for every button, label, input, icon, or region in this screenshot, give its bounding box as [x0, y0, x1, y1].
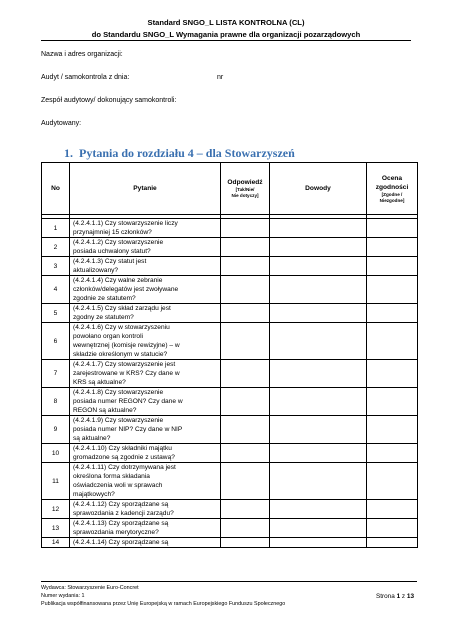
- row-number: 6: [42, 323, 70, 360]
- footer-funding: Publikacja współfinansowana przez Unię Europejską w ramach Europejskiego Funduszu Społecznego: [41, 601, 286, 607]
- evidence-cell[interactable]: [270, 444, 367, 463]
- question-line: REGON są aktualne?: [73, 407, 137, 414]
- section-title: Pytania do rozdziału 4 – dla Stowarzyszeń: [79, 146, 295, 160]
- question-cell: [70, 538, 221, 548]
- question-line: posiada uchwalony statut?: [73, 248, 151, 255]
- answer-cell[interactable]: [221, 323, 270, 360]
- table-row: [42, 304, 418, 323]
- rating-cell[interactable]: [367, 276, 418, 304]
- table-row: [42, 238, 418, 257]
- answer-cell[interactable]: [221, 444, 270, 463]
- table-row: [42, 388, 418, 416]
- question-cell: [70, 323, 221, 360]
- row-number: 4: [42, 276, 70, 304]
- answer-cell[interactable]: [221, 360, 270, 388]
- row-number: 2: [42, 238, 70, 257]
- rating-cell[interactable]: [367, 519, 418, 538]
- answer-cell[interactable]: [221, 463, 270, 500]
- row-number: 1: [42, 219, 70, 238]
- question-line: powołano organ kontroli: [73, 333, 144, 340]
- row-number: 13: [42, 519, 70, 538]
- question-line: aktualizowany?: [73, 267, 119, 274]
- section-number: 1.: [64, 146, 73, 160]
- question-cell: [70, 238, 221, 257]
- footer-publisher: Wydawca: Stowarzyszenie Euro-Concret: [41, 585, 139, 591]
- table-row: [42, 416, 418, 444]
- question-line: składzie określonym w statucie?: [73, 351, 168, 358]
- question-line: (4.2.4.1.12) Czy sporządzane są: [73, 501, 169, 508]
- row-number: 7: [42, 360, 70, 388]
- evidence-cell[interactable]: [270, 323, 367, 360]
- answer-cell[interactable]: [221, 519, 270, 538]
- evidence-cell[interactable]: [270, 519, 367, 538]
- rating-cell[interactable]: [367, 500, 418, 519]
- footer-divider: [41, 581, 417, 582]
- document-title: Standard SNGO_L LISTA KONTROLNA (CL): [147, 18, 305, 27]
- question-line: gromadzone są zgodnie z ustawą?: [73, 454, 175, 461]
- row-number: 3: [42, 257, 70, 276]
- question-line: zgodnie ze statutem?: [73, 295, 136, 302]
- footer-edition: Numer wydania: 1: [41, 593, 85, 599]
- row-number: 12: [42, 500, 70, 519]
- table-row: [42, 257, 418, 276]
- answer-cell[interactable]: [221, 304, 270, 323]
- question-line: członków/delegatów jest zwoływane: [73, 286, 179, 293]
- page-number: Strona 1 z 13: [375, 593, 414, 600]
- evidence-cell[interactable]: [270, 500, 367, 519]
- evidence-cell[interactable]: [270, 238, 367, 257]
- question-line: (4.2.4.1.5) Czy skład zarządu jest: [73, 305, 171, 312]
- question-line: oświadczenia woli w sprawach: [73, 482, 163, 489]
- rating-cell[interactable]: [367, 304, 418, 323]
- question-line: posiada numer REGON? Czy dane w: [73, 398, 183, 405]
- question-cell: [70, 500, 221, 519]
- audit-nr-label: nr: [217, 74, 224, 81]
- checklist-table: [41, 162, 418, 548]
- question-cell: [70, 219, 221, 238]
- rating-cell[interactable]: [367, 257, 418, 276]
- question-line: posiada numer NIP? Czy dane w NIP: [73, 426, 183, 433]
- rating-cell[interactable]: [367, 416, 418, 444]
- header-rating: Ocena zgodności [Zgodne / Niezgodne]: [367, 163, 418, 215]
- question-line: określona forma składania: [73, 473, 150, 480]
- question-line: są aktualne?: [73, 435, 111, 442]
- document-subtitle: do Standardu SNGO_L Wymagania prawne dla organizacji pozarządowych: [91, 30, 361, 39]
- answer-cell[interactable]: [221, 257, 270, 276]
- question-line: (4.2.4.1.14) Czy sporządzane są: [73, 539, 169, 546]
- row-number: 14: [42, 538, 70, 548]
- answer-cell[interactable]: [221, 219, 270, 238]
- table-row: [42, 276, 418, 304]
- table-row: [42, 444, 418, 463]
- rating-cell[interactable]: [367, 219, 418, 238]
- question-line: sprawozdania z kadencji zarządu?: [73, 510, 174, 517]
- audited-label: Audytowany:: [41, 120, 82, 127]
- question-line: (4.2.4.1.3) Czy statut jest: [73, 258, 147, 265]
- rating-cell[interactable]: [367, 388, 418, 416]
- audit-date-label: Audyt / samokontrola z dnia:: [41, 74, 130, 81]
- header-no: No: [42, 163, 70, 215]
- question-cell: [70, 416, 221, 444]
- evidence-cell[interactable]: [270, 416, 367, 444]
- audit-team-label: Zespół audytowy/ dokonujący samokontroli:: [41, 97, 177, 104]
- evidence-cell[interactable]: [270, 276, 367, 304]
- section-heading: [64, 146, 295, 161]
- question-line: (4.2.4.1.10) Czy składniki majątku: [73, 445, 172, 452]
- evidence-cell[interactable]: [270, 538, 367, 548]
- question-cell: [70, 388, 221, 416]
- table-header-row: [42, 163, 418, 215]
- question-cell: [70, 276, 221, 304]
- question-line: wewnętrznej (komisje rewizyjne) – w: [73, 342, 180, 349]
- rating-cell[interactable]: [367, 238, 418, 257]
- header-question: Pytanie: [70, 163, 221, 215]
- header-divider: [41, 40, 411, 41]
- question-line: majątkowych?: [73, 491, 115, 498]
- evidence-cell[interactable]: [270, 388, 367, 416]
- question-line: (4.2.4.1.6) Czy w stowarzyszeniu: [73, 324, 170, 331]
- row-number: 9: [42, 416, 70, 444]
- answer-cell[interactable]: [221, 238, 270, 257]
- row-number: 11: [42, 463, 70, 500]
- question-cell: [70, 463, 221, 500]
- answer-cell[interactable]: [221, 388, 270, 416]
- question-line: sprawozdania merytoryczne?: [73, 529, 159, 536]
- question-line: (4.2.4.1.11) Czy dotrzymywana jest: [73, 464, 176, 471]
- evidence-cell[interactable]: [270, 219, 367, 238]
- question-line: (4.2.4.1.4) Czy walne zebranie: [73, 277, 163, 284]
- rating-cell[interactable]: [367, 538, 418, 548]
- header-answer: Odpowiedź [Tak/Nie/ Nie dotyczy]: [221, 163, 270, 215]
- question-line: (4.2.4.1.13) Czy sporządzane są: [73, 520, 169, 527]
- answer-cell[interactable]: [221, 276, 270, 304]
- table-row: [42, 360, 418, 388]
- answer-cell[interactable]: [221, 416, 270, 444]
- rating-cell[interactable]: [367, 360, 418, 388]
- header-evidence: Dowody: [270, 163, 367, 215]
- question-line: (4.2.4.1.9) Czy stowarzyszenie: [73, 417, 164, 424]
- question-line: (4.2.4.1.7) Czy stowarzyszenie jest: [73, 361, 176, 368]
- table-row: [42, 323, 418, 360]
- evidence-cell[interactable]: [270, 257, 367, 276]
- org-name-label: Nazwa i adres organizacji:: [41, 51, 123, 58]
- question-cell: [70, 444, 221, 463]
- evidence-cell[interactable]: [270, 360, 367, 388]
- rating-cell[interactable]: [367, 463, 418, 500]
- evidence-cell[interactable]: [270, 304, 367, 323]
- table-row: [42, 538, 418, 548]
- table-row: [42, 463, 418, 500]
- answer-cell[interactable]: [221, 538, 270, 548]
- row-number: 5: [42, 304, 70, 323]
- question-line: (4.2.4.1.2) Czy stowarzyszenie: [73, 239, 164, 246]
- question-cell: [70, 519, 221, 538]
- question-cell: [70, 304, 221, 323]
- question-line: KRS są aktualne?: [73, 379, 126, 386]
- row-number: 10: [42, 444, 70, 463]
- table-row: [42, 519, 418, 538]
- table-row: [42, 219, 418, 238]
- question-line: przynajmniej 15 członków?: [73, 229, 152, 236]
- question-cell: [70, 257, 221, 276]
- question-line: zarejestrowane w KRS? Czy dane w: [73, 370, 180, 377]
- question-line: (4.2.4.1.1) Czy stowarzyszenie liczy: [73, 220, 178, 227]
- question-line: (4.2.4.1.8) Czy stowarzyszenie: [73, 389, 164, 396]
- question-line: zgodny ze statutem?: [73, 314, 134, 321]
- rating-cell[interactable]: [367, 323, 418, 360]
- rating-cell[interactable]: [367, 444, 418, 463]
- table-row: [42, 500, 418, 519]
- row-number: 8: [42, 388, 70, 416]
- question-cell: [70, 360, 221, 388]
- evidence-cell[interactable]: [270, 463, 367, 500]
- answer-cell[interactable]: [221, 500, 270, 519]
